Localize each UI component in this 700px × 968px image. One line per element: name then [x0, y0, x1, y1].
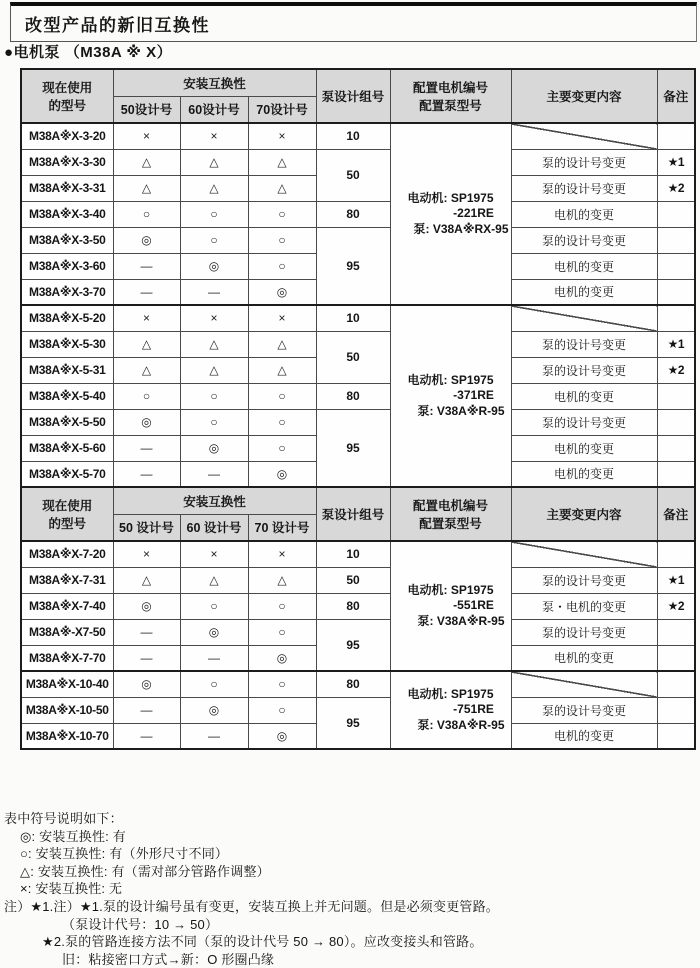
table-row — [21, 305, 695, 331]
config-cell — [390, 541, 511, 671]
compat-symbol-cell: ○ — [180, 227, 248, 253]
compat-symbol-cell: × — [113, 541, 180, 567]
note-cell — [657, 409, 695, 435]
pump-group-cell: 10 — [316, 305, 390, 331]
table-row — [21, 671, 695, 697]
header-line: 现在使用 — [42, 499, 93, 513]
compat-symbol-cell: ○ — [248, 671, 316, 697]
header-line: 配置电机编号 — [413, 81, 489, 95]
model-cell: M38A※X-3-20 — [21, 123, 113, 149]
config-cell — [390, 671, 511, 749]
header-design-no: 60 设计号 — [180, 514, 248, 541]
model-cell: M38A※X-7-40 — [21, 593, 113, 619]
table-row — [21, 149, 695, 175]
compat-symbol-cell: ◎ — [113, 227, 180, 253]
header-line: 配置电机编号 — [413, 499, 489, 513]
header-line: 配置泵型号 — [419, 517, 482, 531]
change-cell: 泵的设计号变更 — [511, 175, 657, 201]
pump-group-cell: 95 — [316, 227, 390, 305]
pump-group-cell: 95 — [316, 619, 390, 671]
model-cell: M38A※X-5-20 — [21, 305, 113, 331]
note-cell — [657, 723, 695, 749]
model-cell: M38A※X-5-60 — [21, 435, 113, 461]
compat-symbol-cell: × — [180, 541, 248, 567]
page-title-box — [10, 2, 697, 42]
change-cell: 电机的变更 — [511, 645, 657, 671]
compat-symbol-cell: ◎ — [180, 619, 248, 645]
config-motor-line: 电动机: SP1975 — [407, 582, 494, 597]
model-cell: M38A※X-3-70 — [21, 279, 113, 305]
header-current-model — [21, 69, 113, 123]
compat-symbol-cell: — — [180, 645, 248, 671]
compat-symbol-cell: △ — [180, 331, 248, 357]
compat-symbol-cell: △ — [113, 357, 180, 383]
change-cell: 泵的设计号变更 — [511, 357, 657, 383]
header-line: 的型号 — [48, 99, 86, 113]
compat-symbol-cell: ◎ — [248, 461, 316, 487]
table-header-row — [21, 69, 695, 96]
pump-group-cell: 50 — [316, 567, 390, 593]
compat-symbol-cell: × — [113, 305, 180, 331]
compat-symbol-cell: ◎ — [248, 723, 316, 749]
table-row — [21, 409, 695, 435]
compat-symbol-cell: ○ — [180, 409, 248, 435]
change-cell: 电机的变更 — [511, 383, 657, 409]
compat-symbol-cell: △ — [248, 149, 316, 175]
header-current-model — [21, 487, 113, 541]
compat-symbol-cell: — — [113, 435, 180, 461]
compat-symbol-cell: △ — [248, 175, 316, 201]
change-cell: 电机的变更 — [511, 201, 657, 227]
change-cell: 泵的设计号变更 — [511, 619, 657, 645]
compat-symbol-cell: ○ — [248, 227, 316, 253]
table-row — [21, 567, 695, 593]
compat-symbol-cell: △ — [180, 149, 248, 175]
header-note: 备注 — [657, 69, 695, 123]
change-cell: 泵的设计号变更 — [511, 331, 657, 357]
model-cell: M38A※X-7-31 — [21, 567, 113, 593]
footnote-line: （泵设计代号：10 → 50） — [62, 916, 219, 932]
compat-symbol-cell: ○ — [248, 697, 316, 723]
model-cell: M38A※X-7-70 — [21, 645, 113, 671]
note-cell: ★2 — [657, 593, 695, 619]
note-cell — [657, 461, 695, 487]
compat-symbol-cell: ○ — [248, 619, 316, 645]
header-main-change: 主要变更内容 — [511, 69, 657, 123]
note-cell — [657, 227, 695, 253]
model-cell: M38A※X-10-50 — [21, 697, 113, 723]
header-design-no: 50 设计号 — [113, 514, 180, 541]
change-cell: 电机的变更 — [511, 435, 657, 461]
config-cell — [390, 123, 511, 305]
compat-table-body — [21, 69, 695, 749]
note-cell — [657, 645, 695, 671]
model-cell: M38A※X-3-60 — [21, 253, 113, 279]
compat-symbol-cell: △ — [248, 357, 316, 383]
compat-symbol-cell: ◎ — [248, 279, 316, 305]
footnote-line: ◎: 安装互换性: 有 — [20, 828, 126, 844]
model-cell: M38A※X-5-31 — [21, 357, 113, 383]
change-cell: 泵的设计号变更 — [511, 567, 657, 593]
compat-symbol-cell: × — [248, 305, 316, 331]
table-row — [21, 227, 695, 253]
model-cell: M38A※X-10-70 — [21, 723, 113, 749]
section-subtitle: ●电机泵 （M38A ※ X） — [4, 44, 173, 61]
model-cell: M38A※X-3-50 — [21, 227, 113, 253]
change-cell: 泵的设计号变更 — [511, 227, 657, 253]
compat-symbol-cell: △ — [113, 175, 180, 201]
config-pump-line: 泵: V38A※R-95 — [417, 613, 505, 628]
compat-symbol-cell: ○ — [180, 201, 248, 227]
compat-symbol-cell: △ — [248, 331, 316, 357]
compat-symbol-cell: — — [113, 279, 180, 305]
change-cell: 泵的设计号变更 — [511, 697, 657, 723]
change-cell-diagonal — [511, 541, 657, 567]
compat-symbol-cell: △ — [113, 149, 180, 175]
config-pump-line: 泵: V38A※RX-95 — [413, 221, 509, 236]
change-cell: 泵的设计号变更 — [511, 409, 657, 435]
compat-symbol-cell: ◎ — [248, 645, 316, 671]
header-design-no: 70设计号 — [248, 96, 316, 123]
footnote-line: ★2.泵的管路连接方法不同（泵的设计代号 50 → 80）。应改变接头和管路。 — [42, 934, 483, 950]
config-motor-line: 电动机: SP1975 — [407, 686, 494, 701]
compatibility-table — [20, 68, 696, 750]
table-row — [21, 383, 695, 409]
table-row — [21, 541, 695, 567]
compat-symbol-cell: — — [113, 645, 180, 671]
compat-symbol-cell: △ — [180, 567, 248, 593]
table-header-row — [21, 487, 695, 514]
compat-symbol-cell: — — [113, 697, 180, 723]
compat-symbol-cell: ○ — [248, 253, 316, 279]
compat-symbol-cell: × — [180, 123, 248, 149]
pump-group-cell: 95 — [316, 409, 390, 487]
table-row — [21, 697, 695, 723]
pump-group-cell: 95 — [316, 697, 390, 749]
config-motor-line: 电动机: SP1975 — [407, 372, 494, 387]
pump-group-cell: 80 — [316, 383, 390, 409]
note-cell: ★2 — [657, 175, 695, 201]
compat-symbol-cell: — — [113, 723, 180, 749]
change-cell: 电机的变更 — [511, 279, 657, 305]
header-main-change: 主要变更内容 — [511, 487, 657, 541]
header-design-no: 60设计号 — [180, 96, 248, 123]
table-row — [21, 593, 695, 619]
model-cell: M38A※X-10-40 — [21, 671, 113, 697]
note-cell — [657, 671, 695, 697]
footnotes — [4, 810, 696, 968]
model-cell: M38A※X-3-31 — [21, 175, 113, 201]
change-cell: 泵的设计号变更 — [511, 149, 657, 175]
compat-symbol-cell: ◎ — [113, 593, 180, 619]
model-cell: M38A※X-7-20 — [21, 541, 113, 567]
footnote-line: ○: 安装互换性: 有（外形尺寸不同） — [20, 846, 229, 862]
compat-symbol-cell: ◎ — [180, 697, 248, 723]
compat-symbol-cell: ○ — [113, 201, 180, 227]
note-cell: ★2 — [657, 357, 695, 383]
pump-group-cell: 10 — [316, 123, 390, 149]
note-cell — [657, 383, 695, 409]
config-motor-suffix-line: -551RE — [453, 598, 494, 613]
compat-symbol-cell: △ — [180, 357, 248, 383]
note-cell: ★1 — [657, 567, 695, 593]
pump-group-cell: 50 — [316, 149, 390, 201]
header-design-no: 50设计号 — [113, 96, 180, 123]
config-motor-suffix-line: -221RE — [453, 206, 494, 221]
change-cell-diagonal — [511, 123, 657, 149]
config-motor-line: 电动机: SP1975 — [407, 190, 494, 205]
header-design-no: 70 设计号 — [248, 514, 316, 541]
model-cell: M38A※X-5-50 — [21, 409, 113, 435]
compat-symbol-cell: △ — [113, 331, 180, 357]
note-cell: ★1 — [657, 331, 695, 357]
header-line: 配置泵型号 — [419, 99, 482, 113]
footnote-line: 表中符号说明如下： — [4, 811, 123, 826]
compat-symbol-cell: ◎ — [180, 435, 248, 461]
table-row — [21, 331, 695, 357]
compat-symbol-cell: △ — [180, 175, 248, 201]
compat-symbol-cell: — — [180, 279, 248, 305]
compat-symbol-cell: ○ — [180, 383, 248, 409]
compat-symbol-cell: ○ — [180, 671, 248, 697]
config-pump-line: 泵: V38A※R-95 — [417, 403, 505, 418]
pump-group-cell: 80 — [316, 593, 390, 619]
note-cell — [657, 541, 695, 567]
header-pump-design-group: 泵设计组号 — [316, 69, 390, 123]
compat-symbol-cell: ◎ — [113, 671, 180, 697]
model-cell: M38A※X-5-40 — [21, 383, 113, 409]
pump-group-cell: 10 — [316, 541, 390, 567]
note-cell — [657, 305, 695, 331]
model-cell: M38A※-X7-50 — [21, 619, 113, 645]
header-note: 备注 — [657, 487, 695, 541]
compat-symbol-cell: — — [180, 723, 248, 749]
change-cell: 泵・电机的变更 — [511, 593, 657, 619]
compat-symbol-cell: △ — [248, 567, 316, 593]
pump-group-cell: 80 — [316, 671, 390, 697]
compat-symbol-cell: × — [180, 305, 248, 331]
compat-symbol-cell: ◎ — [180, 253, 248, 279]
note-cell — [657, 435, 695, 461]
compat-symbol-cell: × — [113, 123, 180, 149]
compat-symbol-cell: ○ — [248, 435, 316, 461]
compat-symbol-cell: ◎ — [113, 409, 180, 435]
table-row — [21, 619, 695, 645]
table-row — [21, 123, 695, 149]
compat-symbol-cell: △ — [113, 567, 180, 593]
compat-symbol-cell: ○ — [248, 409, 316, 435]
compat-symbol-cell: ○ — [180, 593, 248, 619]
compat-symbol-cell: ○ — [113, 383, 180, 409]
note-cell — [657, 697, 695, 723]
table-row — [21, 201, 695, 227]
change-cell: 电机的变更 — [511, 253, 657, 279]
change-cell-diagonal — [511, 671, 657, 697]
note-cell — [657, 279, 695, 305]
compat-symbol-cell: ○ — [248, 593, 316, 619]
note-cell — [657, 201, 695, 227]
header-line: 的型号 — [48, 517, 86, 531]
model-cell: M38A※X-5-30 — [21, 331, 113, 357]
change-cell: 电机的变更 — [511, 723, 657, 749]
config-cell — [390, 305, 511, 487]
change-cell: 电机的变更 — [511, 461, 657, 487]
page-title: 改型产品的新旧互换性 — [25, 16, 210, 35]
footnote-line: 注）★1.注）★1.泵的设计编号虽有变更，安装互换上并无问题。但是必须变更管路。 — [4, 898, 499, 914]
config-motor-suffix-line: -751RE — [453, 702, 494, 717]
header-line: 现在使用 — [42, 81, 93, 95]
header-install-compat: 安装互换性 — [113, 487, 316, 514]
pump-group-cell: 80 — [316, 201, 390, 227]
header-install-compat: 安装互换性 — [113, 69, 316, 96]
compat-symbol-cell: — — [113, 461, 180, 487]
config-motor-suffix-line: -371RE — [453, 388, 494, 403]
compat-symbol-cell: × — [248, 541, 316, 567]
footnote-line: ×: 安装互换性: 无 — [20, 881, 123, 897]
footnote-line: △: 安装互换性: 有（需对部分管路作调整） — [20, 863, 270, 879]
note-cell — [657, 123, 695, 149]
compat-symbol-cell: × — [248, 123, 316, 149]
footnote-line: 旧：粘接密口方式→新：O 形圈凸缘 — [62, 951, 275, 967]
model-cell: M38A※X-3-30 — [21, 149, 113, 175]
compat-symbol-cell: — — [113, 253, 180, 279]
note-cell: ★1 — [657, 149, 695, 175]
compat-symbol-cell: ○ — [248, 383, 316, 409]
header-pump-design-group: 泵设计组号 — [316, 487, 390, 541]
pump-group-cell: 50 — [316, 331, 390, 383]
change-cell-diagonal — [511, 305, 657, 331]
model-cell: M38A※X-5-70 — [21, 461, 113, 487]
compat-symbol-cell: — — [180, 461, 248, 487]
compat-symbol-cell: ○ — [248, 201, 316, 227]
model-cell: M38A※X-3-40 — [21, 201, 113, 227]
header-config — [390, 69, 511, 123]
config-pump-line: 泵: V38A※R-95 — [417, 717, 505, 732]
compat-symbol-cell: — — [113, 619, 180, 645]
note-cell — [657, 619, 695, 645]
header-config — [390, 487, 511, 541]
note-cell — [657, 253, 695, 279]
